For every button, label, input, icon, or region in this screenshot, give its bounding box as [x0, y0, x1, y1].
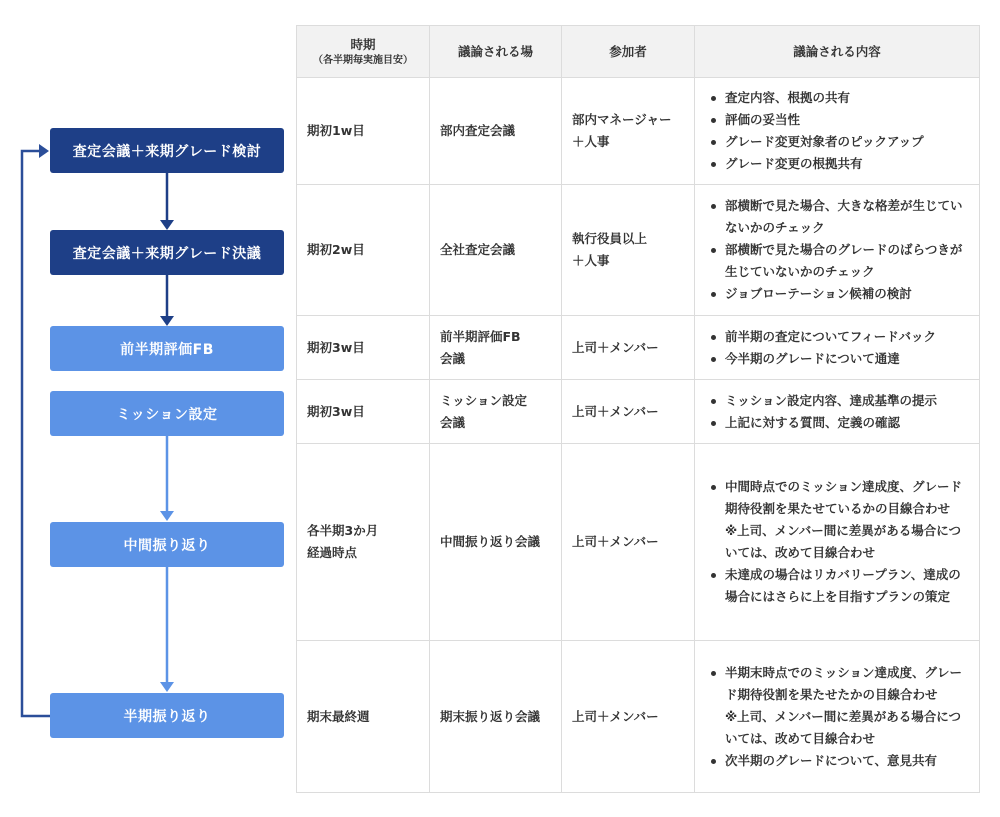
cell-content	[695, 78, 980, 185]
cell-venue: 期末振り返り会議	[430, 641, 562, 793]
cell-content	[695, 380, 980, 444]
cell-participants: 執行役員以上 ＋人事	[562, 185, 695, 316]
content-item: ジョブローテーション候補の検討	[709, 283, 967, 305]
table-row	[297, 185, 980, 316]
flow-box-grade-review: 査定会議＋来期グレード検討	[50, 128, 284, 173]
content-item: 査定内容、根拠の共有	[709, 87, 967, 109]
table-row	[297, 444, 980, 641]
header-period-sub: （各半期毎実施目安）	[313, 54, 413, 66]
cell-period: 各半期3か月 経過時点	[297, 444, 430, 641]
content-item: 評価の妥当性	[709, 109, 967, 131]
cell-content	[695, 641, 980, 793]
cell-content	[695, 185, 980, 316]
loop-back-arrow-head	[39, 144, 49, 158]
content-item-text: 中間時点でのミッション達成度、グレード期待役割を果たせているかの目線合わせ	[725, 479, 963, 516]
table-row	[297, 641, 980, 793]
content-item: ミッション設定内容、達成基準の提示	[709, 390, 967, 412]
table-row	[297, 316, 980, 380]
cell-venue: 前半期評価FB 会議	[430, 316, 562, 380]
content-item: 上記に対する質問、定義の確認	[709, 412, 967, 434]
content-item: グレード変更の根拠共有	[709, 153, 967, 175]
flow-box-half-review: 半期振り返り	[50, 693, 284, 738]
cell-participants: 部内マネージャー ＋人事	[562, 78, 695, 185]
cell-period: 期初3w目	[297, 316, 430, 380]
content-item: 次半期のグレードについて、意見共有	[709, 750, 967, 772]
content-item	[709, 662, 967, 750]
header-period-label: 時期	[350, 36, 376, 52]
flow-box-mid-review: 中間振り返り	[50, 522, 284, 567]
header-participants: 参加者	[562, 26, 695, 78]
content-item: グレード変更対象者のピックアップ	[709, 131, 967, 153]
table-row	[297, 380, 980, 444]
table-header-row	[297, 26, 980, 78]
cell-content	[695, 316, 980, 380]
header-venue: 議論される場	[430, 26, 562, 78]
flow-box-feedback: 前半期評価FB	[50, 326, 284, 371]
cell-venue: 中間振り返り会議	[430, 444, 562, 641]
content-item: 前半期の査定についてフィードバック	[709, 326, 967, 348]
content-item: 今半期のグレードについて通達	[709, 348, 967, 370]
arrow-head-1	[160, 220, 174, 230]
cell-period: 期初3w目	[297, 380, 430, 444]
cell-venue: 部内査定会議	[430, 78, 562, 185]
content-item-text: 半期末時点でのミッション達成度、グレード期待役割を果たせたかの目線合わせ	[725, 664, 963, 702]
content-note: ※上司、メンバー間に差異がある場合については、改めて目線合わせ	[725, 708, 962, 746]
table-row	[297, 78, 980, 185]
cell-period: 期末最終週	[297, 641, 430, 793]
cell-content	[695, 444, 980, 641]
header-content: 議論される内容	[695, 26, 980, 78]
content-item	[709, 476, 967, 564]
cell-venue: ミッション設定 会議	[430, 380, 562, 444]
content-item: 部横断で見た場合、大きな格差が生じていないかのチェック	[709, 195, 967, 239]
header-period	[297, 26, 430, 78]
loop-back-line	[22, 151, 50, 716]
arrow-head-2	[160, 316, 174, 326]
arrow-head-4	[160, 511, 174, 521]
flow-box-grade-decision: 査定会議＋来期グレード決議	[50, 230, 284, 275]
content-item: 部横断で見た場合のグレードのばらつきが生じていないかのチェック	[709, 239, 967, 283]
cell-participants: 上司＋メンバー	[562, 641, 695, 793]
schedule-table	[296, 25, 980, 793]
cell-participants: 上司＋メンバー	[562, 444, 695, 641]
arrow-head-5	[160, 682, 174, 692]
flow-box-mission-setting: ミッション設定	[50, 391, 284, 436]
cell-participants: 上司＋メンバー	[562, 316, 695, 380]
content-item: 未達成の場合はリカバリープラン、達成の場合にはさらに上を目指すプランの策定	[709, 564, 967, 608]
content-note: ※上司、メンバー間に差異がある場合については、改めて目線合わせ	[725, 523, 962, 560]
cell-venue: 全社査定会議	[430, 185, 562, 316]
cell-period: 期初1w目	[297, 78, 430, 185]
cell-period: 期初2w目	[297, 185, 430, 316]
cell-participants: 上司＋メンバー	[562, 380, 695, 444]
